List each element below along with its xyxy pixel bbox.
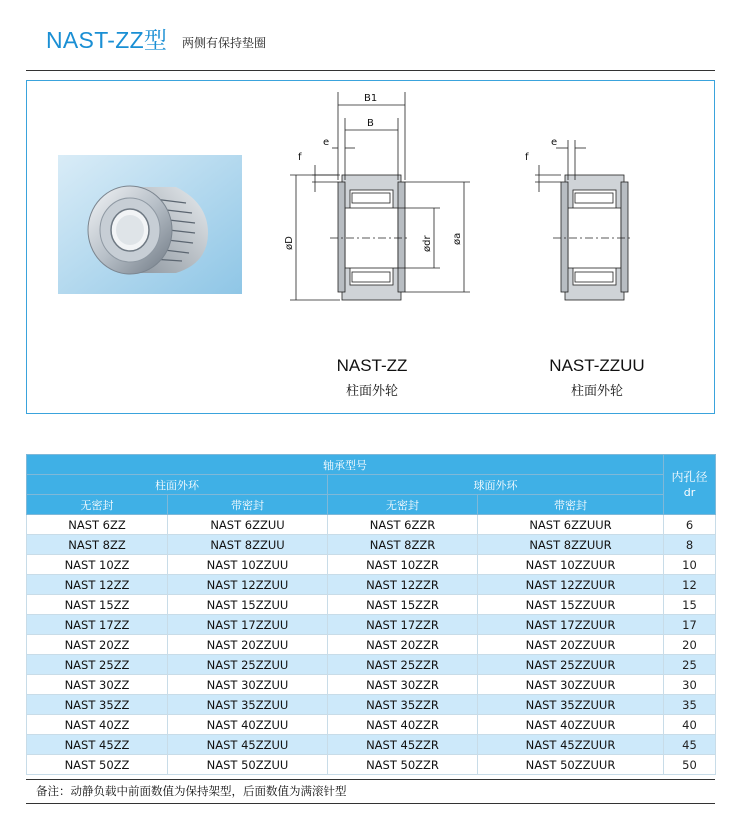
model-cell: NAST 35ZZ bbox=[27, 695, 168, 715]
table-row bbox=[27, 575, 716, 595]
bore-cell: 6 bbox=[664, 515, 716, 535]
model-cell: NAST 45ZZUUR bbox=[478, 735, 664, 755]
model-cell: NAST 6ZZUUR bbox=[478, 515, 664, 535]
model-cell: NAST 10ZZUU bbox=[168, 555, 328, 575]
right-seal-b bbox=[621, 182, 628, 292]
right-roller-top bbox=[575, 193, 613, 203]
model-cell: NAST 20ZZUUR bbox=[478, 635, 664, 655]
right-model-desc: 柱面外轮 bbox=[570, 384, 623, 399]
table-row bbox=[27, 675, 716, 695]
model-cell: NAST 20ZZR bbox=[328, 635, 478, 655]
table-row bbox=[27, 695, 716, 715]
bore-cell: 45 bbox=[664, 735, 716, 755]
dim-e-right: e bbox=[551, 137, 558, 148]
model-cell: NAST 25ZZ bbox=[27, 655, 168, 675]
table-row bbox=[27, 635, 716, 655]
model-cell: NAST 15ZZ bbox=[27, 595, 168, 615]
model-cell: NAST 12ZZ bbox=[27, 575, 168, 595]
model-cell: NAST 17ZZ bbox=[27, 615, 168, 635]
model-cell: NAST 25ZZUUR bbox=[478, 655, 664, 675]
table-row bbox=[27, 515, 716, 535]
model-cell: NAST 12ZZUU bbox=[168, 575, 328, 595]
model-cell: NAST 12ZZUUR bbox=[478, 575, 664, 595]
header-unsealed-cyl: 无密封 bbox=[27, 495, 168, 515]
page-subtitle: 两侧有保持垫圈 bbox=[182, 36, 267, 50]
bore-cell: 50 bbox=[664, 755, 716, 775]
model-cell: NAST 50ZZUU bbox=[168, 755, 328, 775]
model-cell: NAST 6ZZ bbox=[27, 515, 168, 535]
model-cell: NAST 45ZZ bbox=[27, 735, 168, 755]
model-cell: NAST 40ZZR bbox=[328, 715, 478, 735]
model-cell: NAST 50ZZUUR bbox=[478, 755, 664, 775]
left-washer-a bbox=[338, 182, 345, 292]
model-cell: NAST 35ZZR bbox=[328, 695, 478, 715]
header-bore-symbol: dr bbox=[683, 485, 696, 499]
right-roller-bottom bbox=[575, 272, 613, 282]
dim-a: øa bbox=[452, 232, 463, 245]
bore-cell: 30 bbox=[664, 675, 716, 695]
right-model-caption: NAST-ZZUU bbox=[549, 356, 645, 375]
bore-cell: 35 bbox=[664, 695, 716, 715]
left-model-desc: 柱面外轮 bbox=[345, 384, 398, 399]
table-row bbox=[27, 555, 716, 575]
model-cell: NAST 12ZZR bbox=[328, 575, 478, 595]
model-cell: NAST 10ZZR bbox=[328, 555, 478, 575]
model-cell: NAST 6ZZR bbox=[328, 515, 478, 535]
model-cell: NAST 25ZZR bbox=[328, 655, 478, 675]
model-cell: NAST 17ZZR bbox=[328, 615, 478, 635]
model-cell: NAST 10ZZUUR bbox=[478, 555, 664, 575]
left-model-caption: NAST-ZZ bbox=[336, 356, 408, 375]
bore-cell: 25 bbox=[664, 655, 716, 675]
model-cell: NAST 20ZZUU bbox=[168, 635, 328, 655]
model-cell: NAST 8ZZR bbox=[328, 535, 478, 555]
bore-cell: 15 bbox=[664, 595, 716, 615]
model-cell: NAST 15ZZUU bbox=[168, 595, 328, 615]
model-cell: NAST 40ZZ bbox=[27, 715, 168, 735]
model-cell: NAST 25ZZUU bbox=[168, 655, 328, 675]
header-sealed-cyl: 带密封 bbox=[168, 495, 328, 515]
dim-B: B bbox=[367, 118, 374, 129]
model-cell: NAST 30ZZR bbox=[328, 675, 478, 695]
bore-cell: 40 bbox=[664, 715, 716, 735]
header-spherical: 球面外环 bbox=[328, 475, 664, 495]
header-unsealed-sph: 无密封 bbox=[328, 495, 478, 515]
table-row bbox=[27, 735, 716, 755]
bore-cell: 20 bbox=[664, 635, 716, 655]
model-cell: NAST 8ZZUUR bbox=[478, 535, 664, 555]
model-cell: NAST 40ZZUUR bbox=[478, 715, 664, 735]
dim-dr: ødr bbox=[422, 235, 433, 252]
bore-cell: 8 bbox=[664, 535, 716, 555]
table-row bbox=[27, 755, 716, 775]
table-row bbox=[27, 595, 716, 615]
header-model: 轴承型号 bbox=[27, 455, 664, 475]
header-sealed-sph: 带密封 bbox=[478, 495, 664, 515]
bottom-divider bbox=[26, 803, 715, 804]
left-roller-bottom bbox=[352, 272, 390, 282]
model-cell: NAST 30ZZUUR bbox=[478, 675, 664, 695]
dim-e-left: e bbox=[323, 137, 330, 148]
model-cell: NAST 20ZZ bbox=[27, 635, 168, 655]
table-bottom-rule bbox=[26, 779, 715, 780]
model-cell: NAST 17ZZUU bbox=[168, 615, 328, 635]
model-cell: NAST 15ZZUUR bbox=[478, 595, 664, 615]
page-title: NAST-ZZ型 bbox=[46, 27, 168, 53]
table-row bbox=[27, 535, 716, 555]
model-cell: NAST 50ZZR bbox=[328, 755, 478, 775]
model-cell: NAST 35ZZUU bbox=[168, 695, 328, 715]
model-cell: NAST 17ZZUUR bbox=[478, 615, 664, 635]
model-cell: NAST 35ZZUUR bbox=[478, 695, 664, 715]
right-seal-a bbox=[561, 182, 568, 292]
header-bore-label: 内孔径 bbox=[671, 469, 708, 484]
bore-cell: 10 bbox=[664, 555, 716, 575]
spec-table bbox=[26, 454, 716, 775]
model-cell: NAST 40ZZUU bbox=[168, 715, 328, 735]
model-cell: NAST 15ZZR bbox=[328, 595, 478, 615]
dim-f-right: f bbox=[525, 152, 529, 163]
dim-B1: B1 bbox=[364, 93, 378, 104]
model-cell: NAST 30ZZ bbox=[27, 675, 168, 695]
model-cell: NAST 8ZZ bbox=[27, 535, 168, 555]
left-washer-b bbox=[398, 182, 405, 292]
model-cell: NAST 10ZZ bbox=[27, 555, 168, 575]
table-row bbox=[27, 715, 716, 735]
model-cell: NAST 45ZZUU bbox=[168, 735, 328, 755]
table-row bbox=[27, 615, 716, 635]
model-cell: NAST 50ZZ bbox=[27, 755, 168, 775]
header-bore bbox=[664, 455, 716, 515]
model-cell: NAST 45ZZR bbox=[328, 735, 478, 755]
bore-cell: 17 bbox=[664, 615, 716, 635]
footnote: 备注：动静负载中前面数值为保持架型，后面数值为满滚针型 bbox=[36, 784, 347, 798]
header-cylindrical: 柱面外环 bbox=[27, 475, 328, 495]
dim-D: øD bbox=[284, 236, 295, 250]
spec-table-body bbox=[27, 515, 716, 775]
model-cell: NAST 6ZZUU bbox=[168, 515, 328, 535]
bore-cell: 12 bbox=[664, 575, 716, 595]
dim-f-left: f bbox=[298, 152, 302, 163]
model-cell: NAST 8ZZUU bbox=[168, 535, 328, 555]
left-roller-top bbox=[352, 193, 390, 203]
table-row bbox=[27, 655, 716, 675]
model-cell: NAST 30ZZUU bbox=[168, 675, 328, 695]
